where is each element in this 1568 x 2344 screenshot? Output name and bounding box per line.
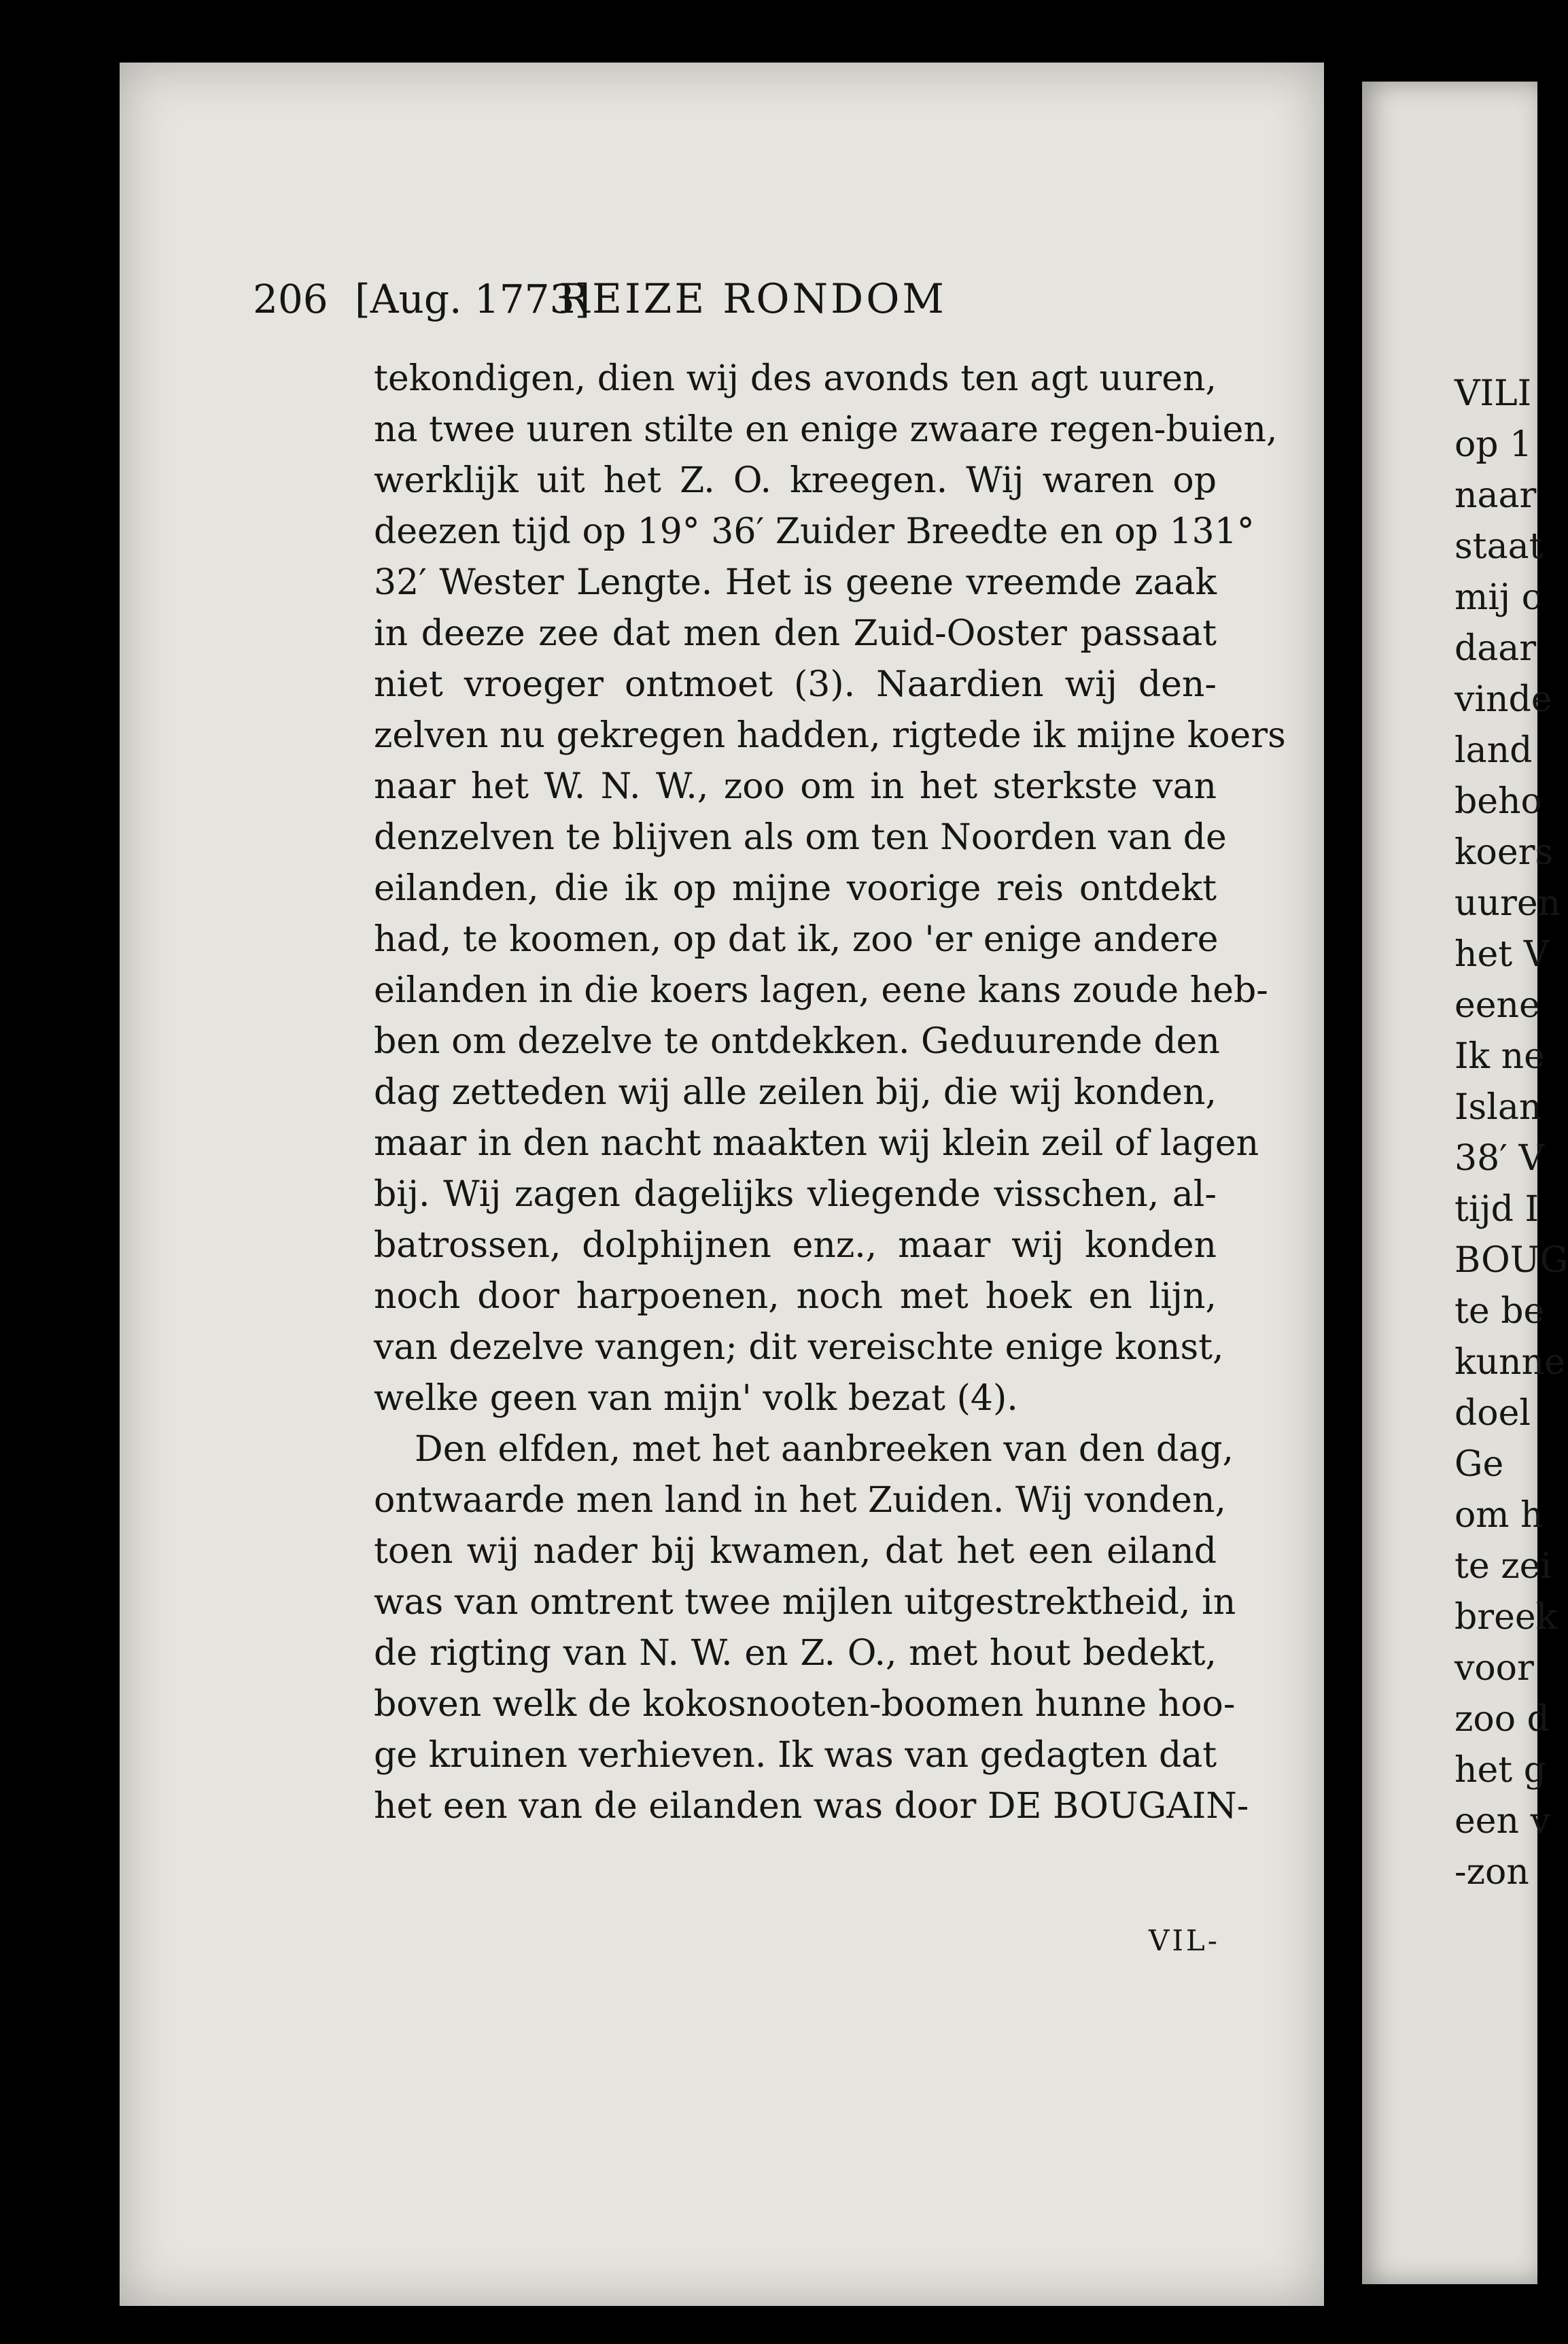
page-number: 206 (253, 276, 328, 322)
text-line: zoo d (1454, 1699, 1550, 1740)
text-line: 32′ Wester Lengte. Het is geene vreemde zaak (374, 562, 1217, 603)
text-line: had, te koomen, op dat ik, zoo 'er enige andere (374, 919, 1219, 960)
text-line: eene (1454, 985, 1540, 1026)
text-line: op 1 (1454, 424, 1533, 465)
text-line: het g (1454, 1750, 1546, 1791)
text-line: -zon (1454, 1852, 1529, 1893)
right-page-body (1454, 368, 1568, 1898)
text-line: staat (1454, 526, 1544, 567)
text-line: ben om dezelve te ontdekken. Geduurende den (374, 1021, 1220, 1062)
text-line: welke geen van mijn' volk bezat (4). (374, 1378, 1018, 1419)
text-line: het V (1454, 934, 1550, 975)
text-line: eilanden in die koers lagen, eene kans zoude heb- (374, 970, 1268, 1011)
text-line: vinde (1454, 679, 1552, 720)
running-header (253, 269, 1218, 330)
text-line: niet vroeger ontmoet (3). Naardien wij den- (374, 664, 1217, 705)
text-line: te be (1454, 1291, 1545, 1332)
text-line: land (1454, 730, 1533, 771)
text-line: breek (1454, 1597, 1558, 1638)
text-line: beho (1454, 781, 1542, 822)
text-line: naar (1454, 475, 1537, 516)
text-line: deezen tijd op 19° 36′ Zuider Breedte en op 131° (374, 511, 1255, 552)
text-line: was van omtrent twee mijlen uitgestrektheid, in (374, 1582, 1236, 1623)
text-line: BOUG (1454, 1240, 1568, 1281)
text-line: daar (1454, 628, 1537, 669)
text-line: tijd I (1454, 1189, 1539, 1230)
text-line: dag zetteden wij alle zeilen bij, die wij konden, (374, 1072, 1217, 1113)
text-line: Ik ne (1454, 1036, 1545, 1077)
running-title: REIZE RONDOM (559, 275, 947, 323)
text-line: ge kruinen verhieven. Ik was van gedagten dat (374, 1735, 1217, 1776)
text-line: het een van de eilanden was door DE BOUGAIN- (374, 1786, 1249, 1827)
text-line: 38′ V (1454, 1138, 1545, 1179)
text-line: kunne (1454, 1342, 1565, 1383)
text-line: van dezelve vangen; dit vereischte enige konst, (374, 1327, 1224, 1368)
catchword: VIL- (1148, 1924, 1220, 1957)
text-line: in deeze zee dat men den Zuid-Ooster passaat (374, 613, 1217, 654)
text-line: ontwaarde men land in het Zuiden. Wij vonden, (374, 1480, 1226, 1521)
text-line: toen wij nader bij kwamen, dat het een eiland (374, 1531, 1217, 1572)
text-line: mij c (1454, 577, 1541, 618)
text-line: bij. Wij zagen dagelijks vliegende visschen, al- (374, 1174, 1217, 1215)
text-line: naar het W. N. W., zoo om in het sterkste van (374, 766, 1217, 807)
text-line: de rigting van N. W. en Z. O., met hout bedekt, (374, 1633, 1217, 1674)
text-line: zelven nu gekregen hadden, rigtede ik mijne koers (374, 715, 1286, 756)
text-line: om h (1454, 1495, 1544, 1536)
text-line: Ge (1454, 1444, 1504, 1485)
text-line: een v (1454, 1801, 1550, 1842)
text-line: batrossen, dolphijnen enz., maar wij konden (374, 1225, 1217, 1266)
text-line: Islan (1454, 1087, 1542, 1128)
text-line: koers (1454, 832, 1554, 873)
text-line: maar in den nacht maakten wij klein zeil of lagen (374, 1123, 1259, 1164)
text-line: na twee uuren stilte en enige zwaare regen-buien, (374, 409, 1278, 450)
text-line: eilanden, die ik op mijne voorige reis ontdekt (374, 868, 1217, 909)
text-line: denzelven te blijven als om ten Noorden van de (374, 817, 1227, 858)
text-line: werklijk uit het Z. O. kreegen. Wij waren op (374, 460, 1217, 501)
text-line: uuren (1454, 883, 1561, 924)
left-page-body (374, 354, 1286, 1832)
text-line: te zei (1454, 1546, 1552, 1587)
text-line: noch door harpoenen, noch met hoek en lijn, (374, 1276, 1217, 1317)
header-date-bracket: [Aug. 1773] (355, 276, 591, 322)
text-line: doel (1454, 1393, 1531, 1434)
text-line: VILI (1454, 373, 1532, 414)
text-line: Den elfden, met het aanbreeken van den dag, (415, 1429, 1234, 1470)
text-line: tekondigen, dien wij des avonds ten agt uuren, (374, 358, 1217, 399)
text-line: boven welk de kokosnooten-boomen hunne hoo- (374, 1684, 1236, 1725)
text-line: voor (1454, 1648, 1534, 1689)
